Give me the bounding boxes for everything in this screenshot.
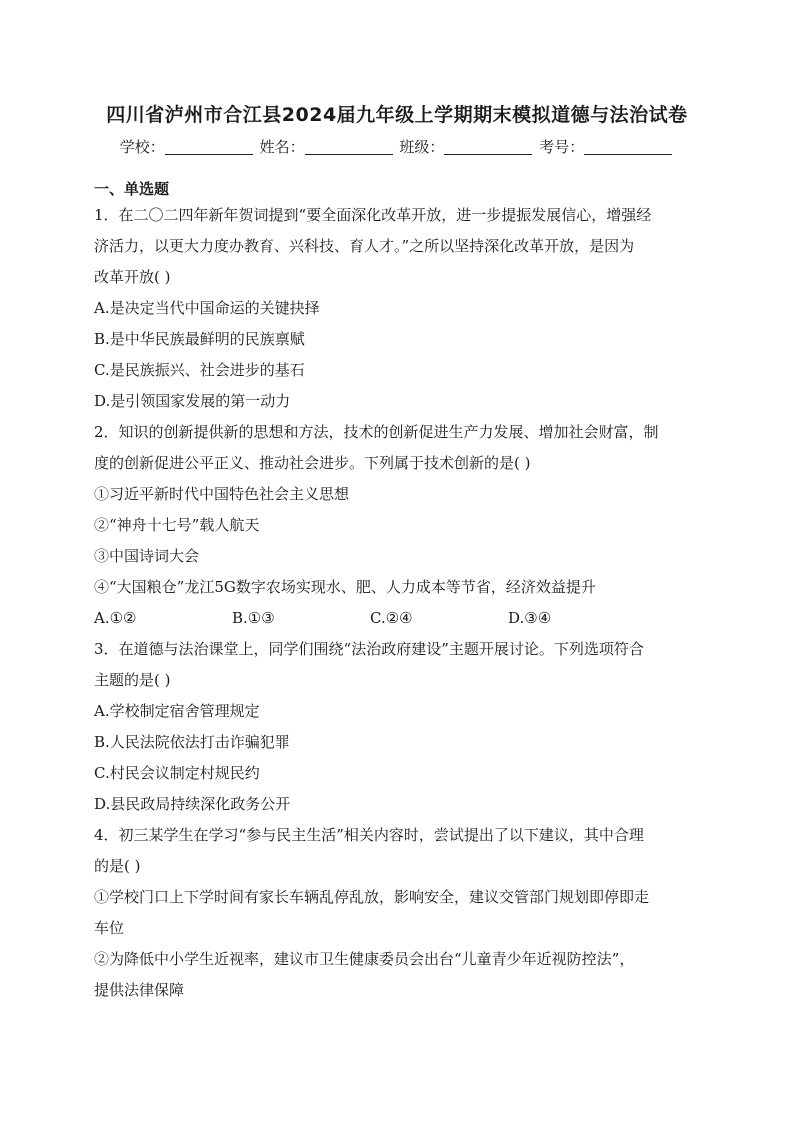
option-a: A.①② — [94, 609, 137, 627]
question-text-line: 1．在二〇二四年新年贺词提到“要全面深化改革开放，进一步提振发展信心，增强经 — [94, 206, 652, 224]
school-blank[interactable] — [165, 140, 253, 155]
question-text-line: 济活力，以更大力度办教育、兴科技、育人才。”之所以坚持深化改革开放，是因为 — [94, 237, 635, 255]
option-d: D.县民政局持续深化政务公开 — [94, 795, 291, 813]
option-b: B.是中华民族最鲜明的民族禀赋 — [94, 330, 305, 348]
class-label: 班级： — [399, 138, 445, 156]
option-c: C.村民会议制定村规民约 — [94, 764, 260, 782]
class-blank[interactable] — [444, 140, 532, 155]
question-2 — [94, 417, 706, 634]
name-label: 姓名： — [259, 138, 305, 156]
option-row — [94, 603, 706, 634]
question-1 — [94, 200, 706, 417]
section-heading: 一、单选题 — [94, 180, 170, 198]
option-a: A.是决定当代中国命运的关键抉择 — [94, 299, 320, 317]
option-c: C.②④ — [370, 609, 413, 627]
exam-content — [94, 178, 706, 1006]
question-4 — [94, 820, 706, 1006]
question-text-line: 3．在道德与法治课堂上，同学们围绕“法治政府建设”主题开展讨论。下列选项符合 — [94, 640, 644, 658]
student-info-row — [0, 136, 794, 157]
exam-number-blank[interactable] — [584, 140, 672, 155]
statement-item: 提供法律保障 — [94, 981, 185, 999]
statement-item: ①学校门口上下学时间有家长车辆乱停乱放，影响安全，建议交管部门规划即停即走 — [94, 888, 650, 906]
option-d: D.③④ — [508, 609, 552, 627]
option-b: B.①③ — [232, 609, 275, 627]
statement-item: ④“大国粮仓”龙江5G数字农场实现水、肥、人力成本等节省，经济效益提升 — [94, 578, 596, 596]
statement-item: 车位 — [94, 919, 125, 937]
statement-item: ②为降低中小学生近视率，建议市卫生健康委员会出台“儿童青少年近视防控法”， — [94, 950, 635, 968]
school-label: 学校： — [119, 138, 165, 156]
question-text-line: 度的创新促进公平正义、推动社会进步。下列属于技术创新的是( ) — [94, 454, 531, 472]
statement-item: ③中国诗词大会 — [94, 547, 200, 565]
question-text-line: 主题的是( ) — [94, 671, 171, 689]
option-c: C.是民族振兴、社会进步的基石 — [94, 361, 305, 379]
question-text-line: 改革开放( ) — [94, 268, 171, 286]
option-d: D.是引领国家发展的第一动力 — [94, 392, 291, 410]
question-text-line: 4．初三某学生在学习“参与民主生活”相关内容时，尝试提出了以下建议，其中合理 — [94, 826, 644, 844]
option-a: A.学校制定宿舍管理规定 — [94, 702, 260, 720]
page-title: 四川省泸州市合江县2024届九年级上学期期末模拟道德与法治试卷 — [106, 104, 688, 126]
question-text-line: 的是( ) — [94, 857, 141, 875]
statement-item: ①习近平新时代中国特色社会主义思想 — [94, 485, 350, 503]
name-blank[interactable] — [305, 140, 393, 155]
question-text-line: 2．知识的创新提供新的思想和方法，技术的创新促进生产力发展、增加社会财富，制 — [94, 423, 659, 441]
exam-number-label: 考号： — [539, 138, 585, 156]
option-b: B.人民法院依法打击诈骗犯罪 — [94, 733, 290, 751]
statement-item: ②“神舟十七号”载人航天 — [94, 516, 260, 534]
question-3 — [94, 634, 706, 820]
